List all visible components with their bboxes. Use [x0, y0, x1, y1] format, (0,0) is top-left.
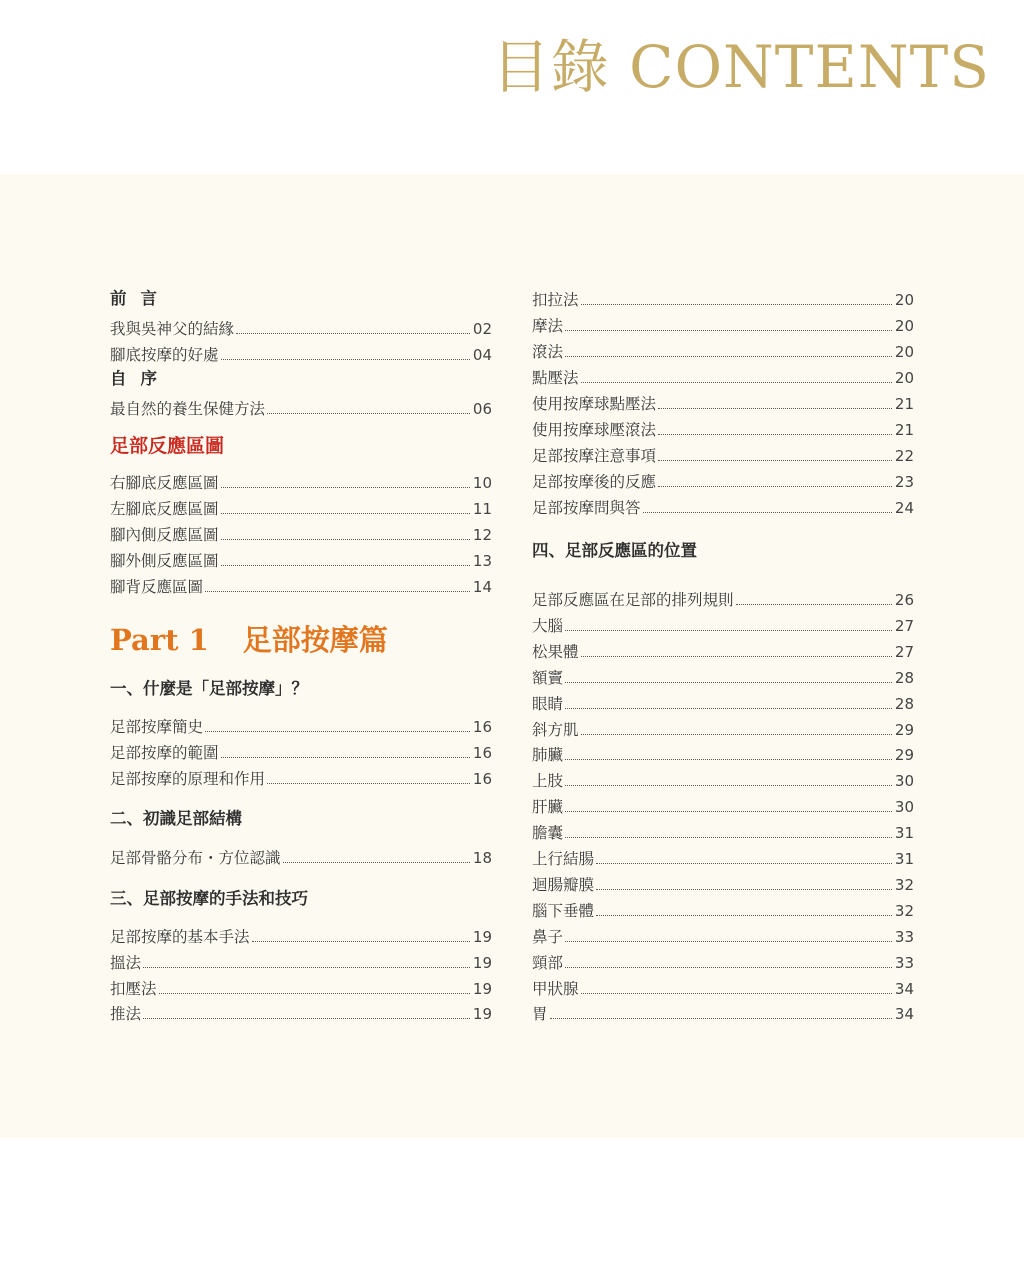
toc-entry-page: 34	[894, 979, 914, 998]
toc-entry	[110, 472, 492, 494]
toc-entry-title: 推法	[110, 1005, 142, 1024]
toc-entry-title: 使用按摩球點壓法	[532, 395, 657, 413]
foreword-heading: 自序	[110, 369, 171, 388]
toc-entry-page: 22	[894, 447, 914, 465]
toc-entry-title: 額竇	[532, 668, 564, 687]
dot-leader	[221, 359, 470, 360]
dot-leader	[550, 1018, 892, 1019]
dot-leader	[565, 811, 892, 812]
toc-entry-title: 足部按摩的基本手法	[110, 928, 250, 946]
toc-entry	[532, 589, 914, 611]
toc-entry	[110, 344, 492, 366]
toc-entry-title: 肝臟	[532, 798, 564, 817]
toc-entry-page: 34	[894, 1005, 914, 1024]
dot-leader	[267, 783, 470, 784]
toc-entry-title: 足部按摩問與答	[532, 499, 641, 517]
toc-entry	[110, 398, 492, 420]
toc-entry-title: 足部按摩的範圍	[110, 744, 219, 762]
toc-entry-page: 32	[894, 875, 914, 894]
section4-heading: 四、足部反應區的位置	[532, 541, 697, 560]
toc-entry-page: 14	[472, 578, 492, 596]
dot-leader	[221, 757, 470, 758]
toc-entry	[110, 1003, 492, 1025]
dot-leader	[658, 434, 892, 435]
toc-entry-title: 上肢	[532, 772, 564, 791]
section3-heading: 三、足部按摩的手法和技巧	[110, 889, 308, 908]
toc-entry	[532, 393, 914, 415]
dot-leader	[581, 304, 892, 305]
toc-entry	[532, 367, 914, 389]
reflex-map-heading: 足部反應區圖	[110, 435, 225, 457]
toc-entry	[532, 744, 914, 766]
toc-entry-title: 胃	[532, 1005, 548, 1024]
toc-entry-page: 30	[894, 798, 914, 817]
toc-entry	[110, 576, 492, 598]
toc-entry-title: 足部按摩後的反應	[532, 473, 657, 491]
toc-entry	[110, 550, 492, 572]
toc-entry-page: 18	[472, 849, 492, 867]
toc-entry-page: 33	[894, 953, 914, 972]
contents-panel	[0, 174, 1024, 1138]
toc-entry	[532, 497, 914, 519]
dot-leader	[565, 682, 892, 683]
toc-entry	[110, 524, 492, 546]
toc-entry-title: 大腦	[532, 616, 564, 635]
toc-entry-title: 足部按摩的原理和作用	[110, 770, 266, 788]
toc-entry	[532, 900, 914, 922]
dot-leader	[252, 941, 470, 942]
toc-entry-title: 使用按摩球壓滾法	[532, 421, 657, 439]
toc-entry	[110, 318, 492, 340]
toc-entry-title: 左腳底反應區圖	[110, 500, 219, 518]
toc-entry	[532, 693, 914, 715]
toc-entry-title: 足部骨骼分布・方位認識	[110, 849, 281, 867]
toc-entry	[532, 419, 914, 441]
toc-entry-page: 21	[894, 395, 914, 413]
dot-leader	[658, 408, 892, 409]
toc-entry-title: 腳背反應區圖	[110, 578, 204, 596]
toc-entry-page: 33	[894, 927, 914, 946]
toc-entry-page: 06	[472, 400, 492, 418]
preface-heading: 前言	[110, 289, 171, 308]
toc-entry-title: 滾法	[532, 343, 564, 361]
toc-entry-page: 21	[894, 421, 914, 439]
toc-entry-title: 最自然的養生保健方法	[110, 400, 266, 418]
toc-entry	[532, 926, 914, 948]
toc-entry-page: 19	[472, 1005, 492, 1024]
dot-leader	[658, 486, 892, 487]
toc-entry	[110, 498, 492, 520]
toc-entry-page: 19	[472, 953, 492, 972]
toc-entry	[532, 445, 914, 467]
section1-heading: 一、什麼是「足部按摩」？	[110, 679, 308, 698]
dot-leader	[565, 356, 892, 357]
dot-leader	[565, 785, 892, 786]
toc-entry	[532, 822, 914, 844]
toc-entry	[532, 874, 914, 896]
dot-leader	[205, 591, 470, 592]
dot-leader	[565, 630, 892, 631]
toc-entry-title: 扣壓法	[110, 979, 157, 998]
toc-entry-title: 足部按摩簡史	[110, 718, 204, 736]
toc-entry-title: 腳底按摩的好處	[110, 345, 219, 364]
toc-entry-page: 20	[894, 343, 914, 361]
toc-entry-title: 扣拉法	[532, 291, 579, 309]
toc-entry	[532, 848, 914, 870]
dot-leader	[565, 330, 892, 331]
toc-entry-title: 肺臟	[532, 746, 564, 765]
toc-entry	[532, 978, 914, 1000]
dot-leader	[283, 862, 470, 863]
dot-leader	[565, 837, 892, 838]
toc-entry-title: 頸部	[532, 953, 564, 972]
toc-entry-page: 23	[894, 473, 914, 491]
toc-entry-title: 眼睛	[532, 694, 564, 713]
toc-entry-title: 甲狀腺	[532, 979, 579, 998]
page-title: 目錄 CONTENTS	[491, 33, 990, 101]
toc-entry-page: 29	[894, 746, 914, 765]
dot-leader	[658, 460, 892, 461]
toc-entry	[532, 719, 914, 741]
dot-leader	[736, 604, 892, 605]
toc-entry-page: 28	[894, 694, 914, 713]
part-number: Part 1	[110, 623, 209, 657]
toc-entry	[532, 289, 914, 311]
toc-entry-page: 20	[894, 291, 914, 309]
toc-entry-page: 26	[894, 591, 914, 609]
dot-leader	[221, 539, 470, 540]
toc-entry	[532, 641, 914, 663]
dot-leader	[596, 889, 892, 890]
toc-entry-page: 11	[472, 500, 492, 518]
toc-entry	[110, 768, 492, 790]
toc-entry-title: 我與吳神父的結緣	[110, 320, 235, 338]
toc-entry	[110, 926, 492, 948]
dot-leader	[236, 333, 470, 334]
toc-entry-title: 摩法	[532, 317, 564, 335]
toc-entry	[532, 796, 914, 818]
toc-entry-page: 28	[894, 668, 914, 687]
toc-entry-page: 13	[472, 552, 492, 570]
toc-entry	[110, 742, 492, 764]
dot-leader	[581, 734, 892, 735]
toc-entry-page: 32	[894, 901, 914, 920]
dot-leader	[596, 915, 892, 916]
toc-entry-page: 20	[894, 317, 914, 335]
toc-entry-page: 10	[472, 474, 492, 492]
dot-leader	[581, 656, 892, 657]
toc-entry-title: 腳外側反應區圖	[110, 552, 219, 570]
toc-entry-page: 31	[894, 824, 914, 843]
toc-entry-title: 腦下垂體	[532, 901, 595, 920]
toc-entry-page: 02	[472, 320, 492, 338]
toc-entry-page: 27	[894, 642, 914, 661]
section2-heading: 二、初識足部結構	[110, 809, 242, 828]
toc-entry-title: 右腳底反應區圖	[110, 474, 219, 492]
toc-entry-page: 31	[894, 850, 914, 868]
toc-entry	[532, 1003, 914, 1025]
toc-entry	[532, 341, 914, 363]
dot-leader	[565, 759, 892, 760]
toc-entry-page: 19	[472, 979, 492, 998]
toc-entry	[532, 471, 914, 493]
dot-leader	[221, 565, 470, 566]
toc-entry	[110, 952, 492, 974]
toc-entry-page: 30	[894, 772, 914, 791]
toc-entry-title: 上行結腸	[532, 850, 595, 868]
toc-entry-title: 斜方肌	[532, 720, 579, 739]
dot-leader	[267, 413, 470, 414]
toc-entry-title: 足部反應區在足部的排列規則	[532, 591, 734, 609]
dot-leader	[581, 382, 892, 383]
dot-leader	[221, 513, 470, 514]
toc-entry-title: 搵法	[110, 953, 142, 972]
toc-entry	[110, 978, 492, 1000]
toc-entry	[532, 315, 914, 337]
toc-entry-title: 點壓法	[532, 369, 579, 387]
toc-entry	[532, 952, 914, 974]
dot-leader	[565, 708, 892, 709]
dot-leader	[159, 993, 470, 994]
dot-leader	[581, 993, 892, 994]
toc-entry	[532, 615, 914, 637]
dot-leader	[143, 1018, 470, 1019]
toc-entry-title: 鼻子	[532, 927, 564, 946]
toc-entry-page: 29	[894, 720, 914, 739]
toc-entry-page: 24	[894, 499, 914, 517]
toc-entry-page: 27	[894, 616, 914, 635]
toc-entry-page: 12	[472, 526, 492, 544]
dot-leader	[565, 941, 892, 942]
toc-entry	[110, 847, 492, 869]
toc-entry-title: 足部按摩注意事項	[532, 447, 657, 465]
toc-entry-page: 19	[472, 928, 492, 946]
toc-entry	[110, 716, 492, 738]
dot-leader	[643, 512, 892, 513]
part-title: 足部按摩篇	[242, 623, 388, 657]
toc-entry-title: 腳內側反應區圖	[110, 526, 219, 544]
toc-entry-title: 迴腸瓣膜	[532, 875, 595, 894]
toc-entry-title: 膽囊	[532, 824, 564, 843]
toc-entry-page: 16	[472, 744, 492, 762]
dot-leader	[565, 967, 892, 968]
toc-entry-page: 16	[472, 770, 492, 788]
toc-entry-page: 16	[472, 718, 492, 736]
dot-leader	[596, 863, 892, 864]
dot-leader	[205, 731, 470, 732]
dot-leader	[221, 487, 470, 488]
toc-entry	[532, 770, 914, 792]
toc-entry-title: 松果體	[532, 642, 579, 661]
toc-entry-page: 20	[894, 369, 914, 387]
dot-leader	[143, 967, 470, 968]
toc-entry-page: 04	[472, 345, 492, 364]
part-heading	[110, 622, 388, 658]
toc-entry	[532, 667, 914, 689]
